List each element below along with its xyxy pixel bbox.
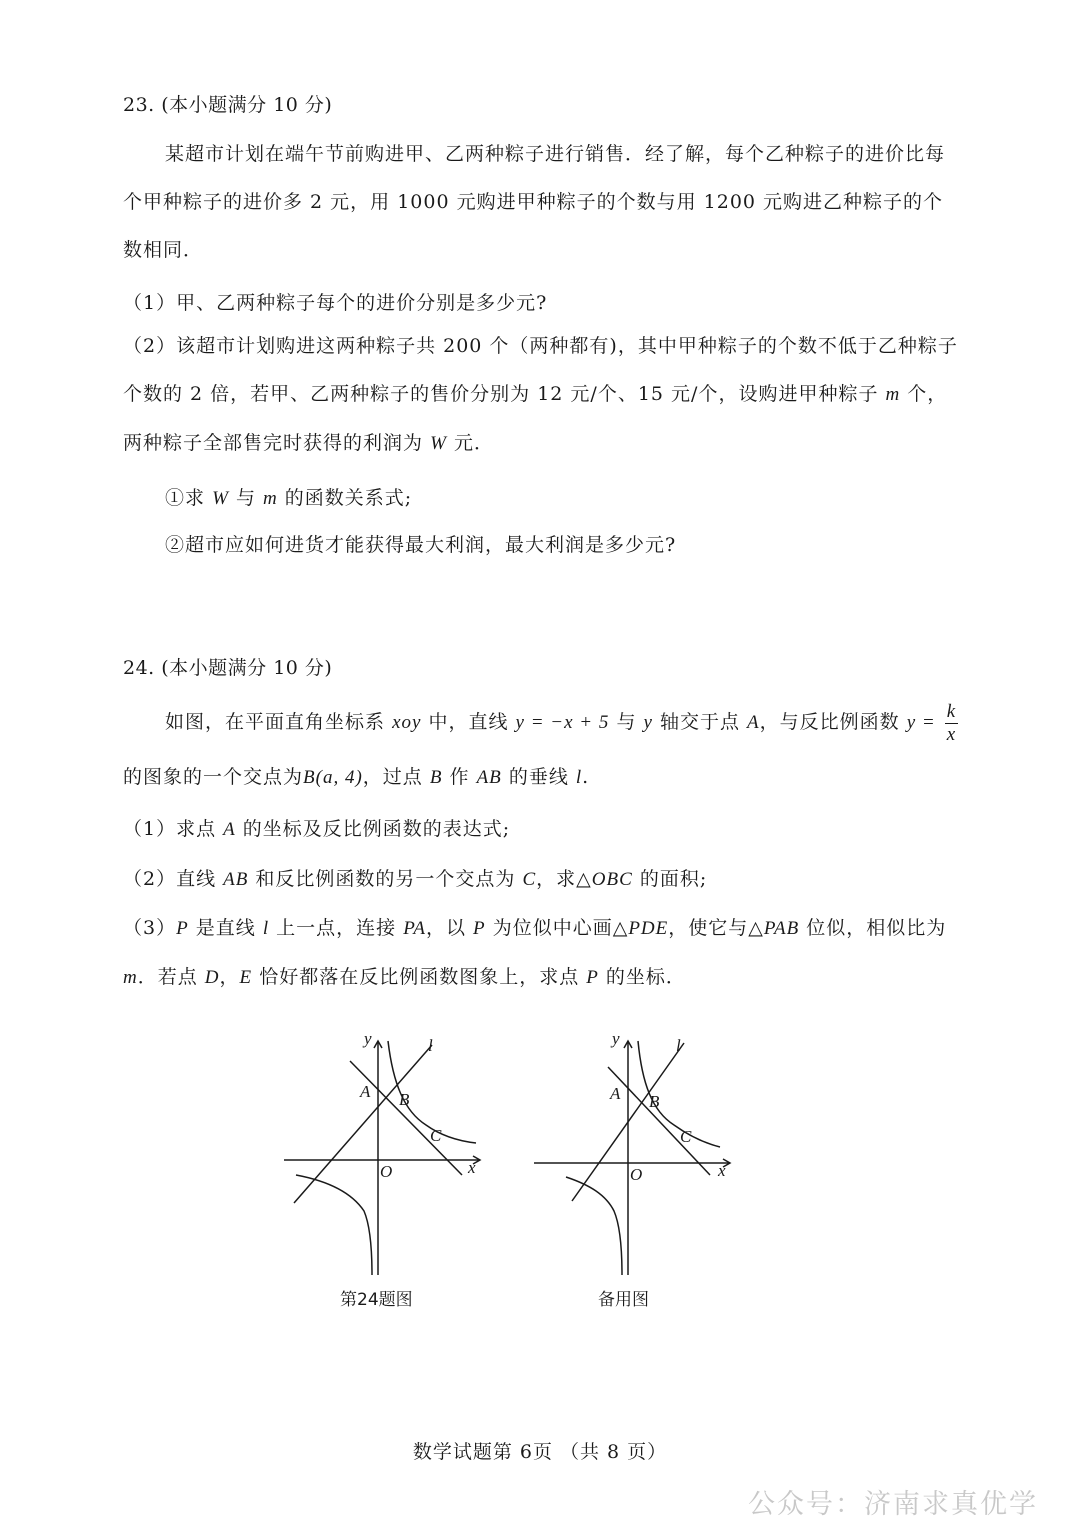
- q24-part3-cont: m．若点 D，E 恰好都落在反比例函数图象上，求点 P 的坐标．: [123, 966, 686, 988]
- label-y: y: [612, 1029, 620, 1048]
- label-c: C: [430, 1126, 442, 1145]
- watermark: 公众号：济南求真优学: [748, 1489, 1038, 1520]
- hyperbola-branch-2: [296, 1175, 372, 1275]
- label-l: l: [428, 1036, 433, 1055]
- label-x: x: [468, 1158, 476, 1177]
- q23-number: 23.: [123, 94, 155, 116]
- q23-score: (本小题满分 10 分): [161, 94, 333, 116]
- label-o: O: [630, 1165, 643, 1184]
- q23-sub2: ②超市应如何进货才能获得最大利润，最大利润是多少元?: [165, 534, 677, 556]
- fraction-k-over-x: $\frac{k}{x}$: [946, 700, 957, 745]
- label-y: y: [364, 1029, 372, 1048]
- label-b: B: [649, 1092, 660, 1111]
- hyperbola-branch-2: [566, 1177, 622, 1275]
- label-a: A: [610, 1084, 621, 1103]
- label-l: l: [676, 1036, 681, 1055]
- q23-part2: （2）该超市计划购进这两种粽子共 200 个（两种都有)，其中甲种粽子的个数不低于乙种粽子个数的 2 倍，若甲、乙两种粽子的售价分别为 12 元/个、15 元/个，设购进甲种粽子 m 个，两种粽子全部售完时获得的利润为 W 元．: [123, 335, 958, 454]
- label-x: x: [718, 1161, 726, 1180]
- figure-spare-graph: [530, 1025, 740, 1285]
- q23-header: [123, 90, 332, 117]
- q24-part1: （1）求点 A 的坐标及反比例函数的表达式;: [123, 818, 511, 840]
- label-b: B: [399, 1090, 410, 1109]
- figure-q24: [280, 1025, 490, 1285]
- q23-sub1: ①求 W 与 m 的函数关系式;: [165, 487, 413, 509]
- q24-part3: （3）P 是直线 l 上一点，连接 PA，以 P 为位似中心画△PDE，使它与△PAB 位似，相似比为: [123, 917, 947, 939]
- label-a: A: [360, 1082, 371, 1101]
- q24-score: (本小题满分 10 分): [161, 657, 333, 679]
- q24-header: [123, 653, 332, 680]
- label-c: C: [680, 1127, 692, 1146]
- figure-q24-caption: 第24题图: [340, 1290, 413, 1310]
- figure-spare-caption: 备用图: [598, 1290, 649, 1310]
- q24-line2: 的图象的一个交点为B(a, 4)，过点 B 作 AB 的垂线 l.: [123, 766, 590, 788]
- page-footer: 数学试题第 6页 （共 8 页）: [412, 1441, 668, 1463]
- q24-part2: （2）直线 AB 和反比例函数的另一个交点为 C，求△OBC 的面积;: [123, 868, 708, 890]
- figure-spare: [530, 1025, 740, 1285]
- q23-part1: （1）甲、乙两种粽子每个的进价分别是多少元?: [123, 292, 548, 314]
- line-ab: [350, 1061, 462, 1175]
- label-o: O: [380, 1162, 393, 1181]
- line-ab: [608, 1067, 710, 1175]
- q24-number: 24.: [123, 657, 155, 679]
- figure-q24-graph: [280, 1025, 490, 1285]
- q24-intro: 如图，在平面直角坐标系 xoy 中，直线 y = −x + 5 与 y 轴交于点 A，与反比例函数 y = $\frac{k}{x}$: [165, 700, 957, 745]
- q23-intro: 某超市计划在端午节前购进甲、乙两种粽子进行销售．经了解，每个乙种粽子的进价比每个甲种粽子的进价多 2 元，用 1000 元购进甲种粽子的个数与用 1200 元购进乙种粽子的个数相同．: [123, 143, 946, 261]
